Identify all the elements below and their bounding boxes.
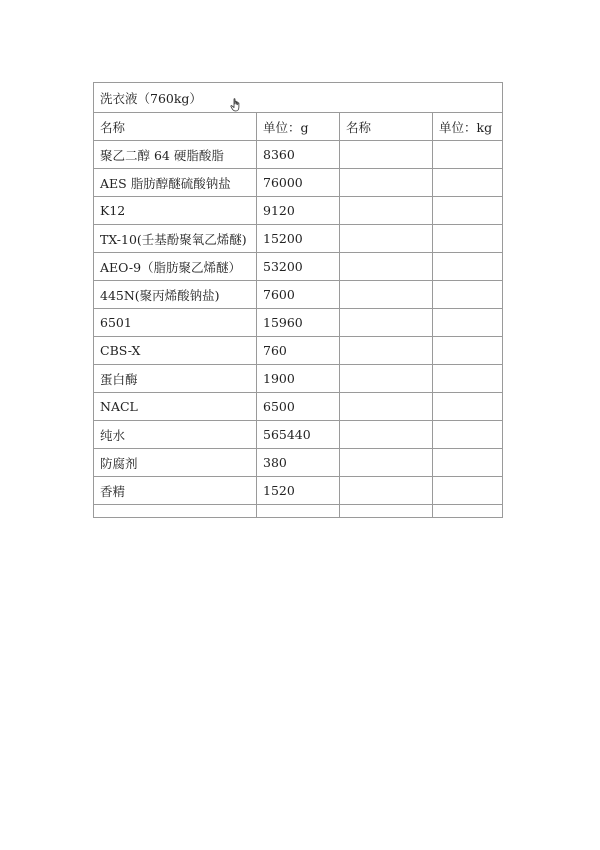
table-row	[94, 253, 504, 281]
empty-cell	[433, 281, 504, 309]
ingredient-grams: 8360	[257, 141, 340, 169]
ingredient-name: 聚乙二醇 64 硬脂酸脂	[94, 141, 257, 169]
hand-pointer-icon	[230, 98, 242, 112]
table-row	[94, 365, 504, 393]
table-row	[94, 477, 504, 505]
empty-cell	[340, 477, 433, 505]
ingredient-name: K12	[94, 197, 257, 225]
empty-cell	[433, 225, 504, 253]
empty-cell	[433, 449, 504, 477]
ingredient-name: AEO-9（脂肪聚乙烯醚）	[94, 253, 257, 281]
empty-cell	[433, 505, 504, 519]
table-row	[94, 337, 504, 365]
empty-cell	[433, 253, 504, 281]
empty-cell	[340, 421, 433, 449]
ingredient-name: 纯水	[94, 421, 257, 449]
empty-cell	[340, 393, 433, 421]
empty-cell	[433, 169, 504, 197]
ingredient-name: TX-10(壬基酚聚氧乙烯醚)	[94, 225, 257, 253]
table-row	[94, 393, 504, 421]
ingredient-grams: 7600	[257, 281, 340, 309]
formula-table	[93, 82, 503, 518]
empty-cell	[433, 365, 504, 393]
ingredient-grams: 1900	[257, 365, 340, 393]
ingredient-grams: 15960	[257, 309, 340, 337]
ingredient-grams: 565440	[257, 421, 340, 449]
table-header-row	[94, 113, 504, 141]
ingredient-name: 6501	[94, 309, 257, 337]
table-row	[94, 421, 504, 449]
table-row	[94, 197, 504, 225]
ingredient-name: 香精	[94, 477, 257, 505]
table-row	[94, 169, 504, 197]
empty-cell	[340, 337, 433, 365]
formula-table-container	[93, 82, 503, 518]
table-row	[94, 141, 504, 169]
empty-cell	[340, 309, 433, 337]
ingredient-grams: 6500	[257, 393, 340, 421]
empty-cell	[433, 421, 504, 449]
ingredient-grams: 380	[257, 449, 340, 477]
ingredient-grams: 15200	[257, 225, 340, 253]
ingredient-grams: 9120	[257, 197, 340, 225]
empty-cell	[433, 197, 504, 225]
empty-cell	[340, 449, 433, 477]
ingredient-grams: 760	[257, 337, 340, 365]
empty-cell	[340, 141, 433, 169]
empty-cell	[433, 309, 504, 337]
table-title-row	[94, 83, 504, 113]
ingredient-name: 445N(聚丙烯酸钠盐)	[94, 281, 257, 309]
empty-cell	[340, 253, 433, 281]
empty-cell	[340, 281, 433, 309]
table-row-cut-off	[94, 505, 504, 519]
ingredient-grams: 1520	[257, 477, 340, 505]
empty-cell	[340, 169, 433, 197]
empty-cell	[433, 393, 504, 421]
ingredient-name: 蛋白酶	[94, 365, 257, 393]
empty-cell	[340, 197, 433, 225]
header-unit-g: 单位：g	[257, 113, 340, 141]
table-row	[94, 281, 504, 309]
ingredient-grams: 76000	[257, 169, 340, 197]
empty-cell	[340, 365, 433, 393]
empty-cell	[433, 141, 504, 169]
table-title: 洗衣液（760kg）	[94, 83, 504, 113]
header-unit-kg: 单位：kg	[433, 113, 504, 141]
empty-cell	[340, 225, 433, 253]
empty-cell	[340, 505, 433, 519]
header-name: 名称	[94, 113, 257, 141]
empty-cell	[433, 337, 504, 365]
ingredient-name: NACL	[94, 393, 257, 421]
ingredient-grams: 53200	[257, 253, 340, 281]
header-name-2: 名称	[340, 113, 433, 141]
ingredient-name: AES 脂肪醇醚硫酸钠盐	[94, 169, 257, 197]
empty-cell	[94, 505, 257, 519]
ingredient-name: 防腐剂	[94, 449, 257, 477]
table-row	[94, 309, 504, 337]
table-row	[94, 225, 504, 253]
empty-cell	[433, 477, 504, 505]
table-row	[94, 449, 504, 477]
empty-cell	[257, 505, 340, 519]
ingredient-name: CBS-X	[94, 337, 257, 365]
